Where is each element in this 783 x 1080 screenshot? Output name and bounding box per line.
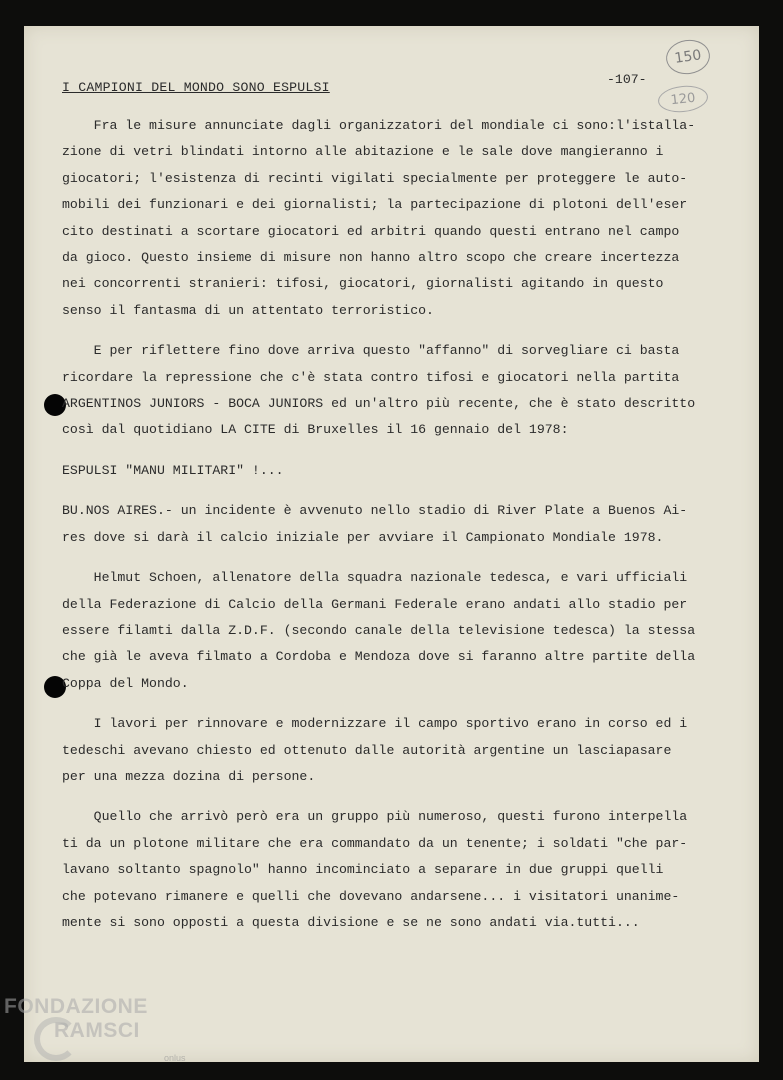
text-line: da gioco. Questo insieme di misure non hanno altro scopo che creare incertezza: [62, 250, 680, 266]
text-line: nei concorrenti stranieri: tifosi, giocatori, giornalisti agitando in questo: [62, 276, 664, 292]
watermark-suffix: onlus: [164, 1053, 186, 1063]
text-line: per una mezza dozina di persone.: [62, 768, 316, 784]
paragraph: [62, 804, 742, 936]
page-header: [62, 44, 722, 114]
text-line: ESPULSI "MANU MILITARI" !...: [62, 462, 284, 478]
watermark-line-2: RAMSCI: [54, 1019, 140, 1042]
page-number: -107-: [607, 72, 647, 87]
section-heading: [62, 458, 742, 484]
text-line: ti da un plotone militare che era commandato da un tenente; i soldati "che par-: [62, 835, 688, 851]
text-line: Helmut Schoen, allenatore della squadra nazionale tedesca, e vari ufficiali: [62, 570, 688, 586]
text-line: cito destinati a scortare giocatori ed arbitri quando questi entrano nel campo: [62, 223, 680, 239]
text-line: BU.NOS AIRES.- un incidente è avvenuto nello stadio di River Plate a Buenos Ai-: [62, 503, 688, 519]
text-line: res dove si darà il calcio iniziale per avviare il Campionato Mondiale 1978.: [62, 529, 664, 545]
archive-stamp-secondary: [657, 83, 709, 114]
stamp-number: 150: [673, 47, 703, 67]
text-line: Coppa del Mondo.: [62, 675, 189, 691]
fondazione-gramsci-watermark: [4, 993, 204, 1073]
text-line: che già le aveva filmato a Cordoba e Mendoza dove si faranno altre partite della: [62, 649, 696, 665]
text-line: senso il fantasma di un attentato terroristico.: [62, 302, 434, 318]
paragraph: [62, 113, 742, 324]
paragraph: [62, 498, 742, 551]
paragraph: [62, 338, 742, 444]
archive-stamp-primary: [664, 37, 712, 77]
text-line: mobili dei funzionari e dei giornalisti; la partecipazione di plotoni dell'eser: [62, 197, 688, 213]
text-line: così dal quotidiano LA CITE di Bruxelles il 16 gennaio del 1978:: [62, 422, 569, 438]
text-line: giocatori; l'esistenza di recinti vigilati specialmente per proteggere le auto-: [62, 170, 688, 186]
text-line: Fra le misure annunciate dagli organizzatori del mondiale ci sono:l'istalla-: [62, 118, 696, 133]
paragraph: [62, 711, 742, 790]
text-line: zione di vetri blindati intorno alle abitazione e le sale dove mangieranno i: [62, 144, 664, 160]
text-line: che potevano rimanere e quelli che dovevano andarsene... i visitatori unanime-: [62, 888, 680, 904]
paragraph: [62, 565, 742, 697]
text-line: ricordare la repressione che c'è stata contro tifosi e giocatori nella partita: [62, 369, 680, 385]
text-line: mente si sono opposti a questa divisione e se ne sono andati via.tutti...: [62, 914, 640, 930]
document-body: [62, 113, 742, 936]
text-line: Quello che arrivò però era un gruppo più numeroso, questi furono interpella: [62, 809, 688, 825]
text-line: I lavori per rinnovare e modernizzare il campo sportivo erano in corso ed i: [62, 716, 688, 732]
text-line: ARGENTINOS JUNIORS - BOCA JUNIORS ed un'altro più recente, che è stato descritto: [62, 396, 696, 412]
text-line: della Federazione di Calcio della Germani Federale erano andati allo stadio per: [62, 596, 688, 612]
text-line: tedeschi avevano chiesto ed ottenuto dalle autorità argentine un lasciapasare: [62, 742, 672, 758]
text-line: essere filamti dalla Z.D.F. (secondo canale della televisione tedesca) la stessa: [62, 622, 696, 638]
stamp-number: 120: [669, 90, 697, 108]
text-line: lavano soltanto spagnolo" hanno incominciato a separare in due gruppi quelli: [62, 862, 664, 878]
text-line: E per riflettere fino dove arriva questo "affanno" di sorvegliare ci basta: [62, 343, 680, 359]
watermark-line-1: FONDAZIONE: [4, 995, 148, 1018]
document-title: I CAMPIONI DEL MONDO SONO ESPULSI: [62, 80, 330, 95]
